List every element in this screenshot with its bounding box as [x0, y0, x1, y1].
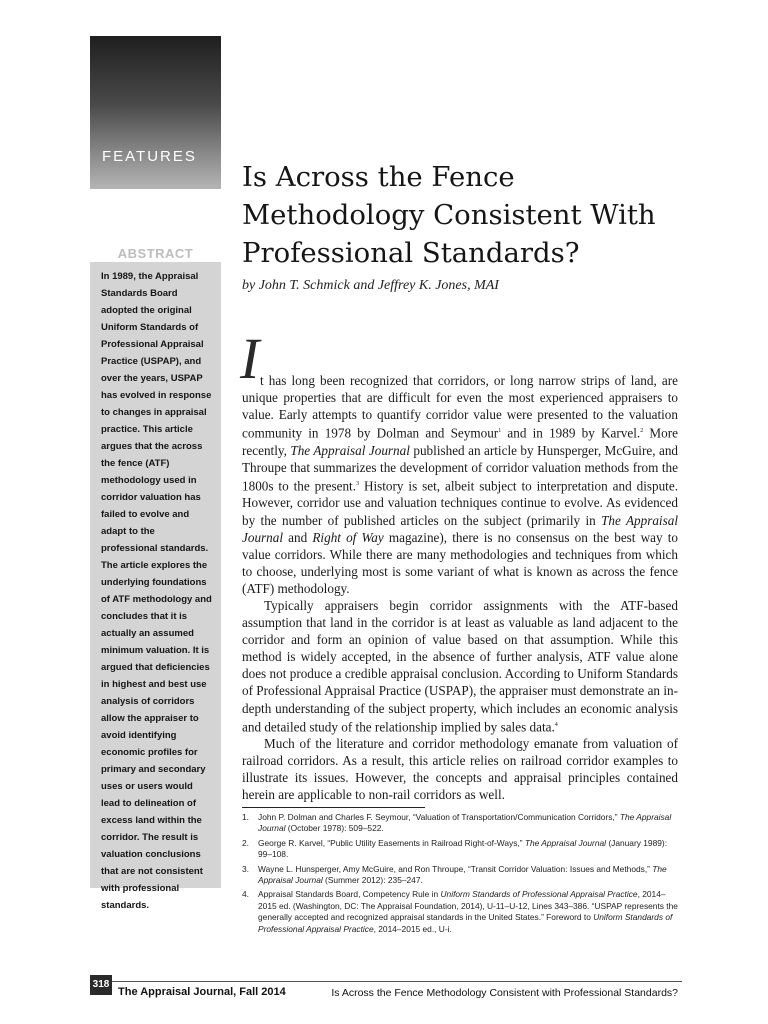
byline: by John T. Schmick and Jeffrey K. Jones, MAI — [242, 278, 499, 293]
footer-divider — [90, 981, 682, 982]
footnote-3: 3. Wayne L. Hunsperger, Amy McGuire, and Ron Throupe, “Transit Corridor Valuation: Issues and Methods,” The Appraisal Journal (Summer 2012): 235–247. — [242, 863, 667, 886]
paragraph-1: t has long been recognized that corridors, or long narrow strips of land, are unique properties that are difficult for even the most experienced appraisers to value. Early attempts to quantify corridor value were presented to the valuation community in 1978 by Dolman and Seymour$^1$ and in 1989 by Karvel.$^2$ More recently, The Appraisal Journal published an article by Hunsperger, McGuire, and Throupe that summarizes the development of corridor valuation methods from the 1800s to the present.$^3$ History is set, albeit subject to interpretation and dispute. However, corridor use and valuation techniques continue to evolve. As evidenced by the number of published articles on the subject (primarily in The Appraisal Journal and Right of Way magazine), there is no consensus on the best way to value corridors. While there are many methodologies and techniques from which to choose, underlying most is some variant of what is known as across the fence (ATF) methodology. — [242, 373, 679, 596]
running-title: Is Across the Fence Methodology Consistent with Professional Standards? — [331, 987, 678, 999]
footnote-divider — [242, 807, 425, 808]
footnote-ref: 4 — [554, 721, 558, 728]
abstract-heading: ABSTRACT — [117, 246, 194, 261]
article-title: Is Across the Fence Methodology Consistent With Professional Standards? — [242, 161, 656, 269]
footnote-ref: 3 — [356, 480, 360, 487]
section-label: FEATURES — [102, 148, 197, 165]
drop-cap: I — [240, 326, 260, 391]
journal-name: The Appraisal Journal, Fall 2014 — [118, 986, 286, 998]
footnote-4: 4. Appraisal Standards Board, Competency Rule in Uniform Standards of Professional Appraisal Practice, 2014–2015 ed. (Washington, DC: The Appraisal Foundation, 2014), U-11–U-12, Lines 343–386. “USPAP represents the generally accepted and recognized appraisal standards in the United States.” Foreword to Uniform Standards of Professional Appraisal Practice, 2014–2015 ed., U-i. — [242, 889, 678, 934]
paragraph-3: Much of the literature and corridor methodology emanate from valuation of railroad corridors. As a result, this article relies on railroad corridor examples to illustrate its issues. However, the concepts and appraisal principles contained herein are applicable to non-rail corridors as well. — [242, 736, 678, 803]
footnote-ref: 1 — [498, 428, 502, 435]
section-banner — [90, 36, 221, 189]
footnote-2: 2. George R. Karvel, “Public Utility Easements in Railroad Right-of-Ways,” The Appraisal Journal (January 1989): 99–108. — [242, 837, 668, 860]
page-number: 318 — [90, 975, 112, 995]
article-body — [242, 372, 678, 804]
footnotes — [242, 812, 678, 938]
footnote-1: 1. John P. Dolman and Charles F. Seymour, “Valuation of Transportation/Communication Corridors,” The Appraisal Journal (October 1978): 509–522. — [242, 812, 672, 834]
abstract-box — [90, 262, 221, 911]
footnote-ref: 2 — [640, 428, 644, 435]
paragraph-2: Typically appraisers begin corridor assignments with the ATF-based assumption that land in the corridor is at least as valuable as land adjacent to the corridor and form an opinion of value based on that assumption. While this method is widely accepted, in the absence of further analysis, ATF value alone does not produce a credible appraisal conclusion. According to Uniform Standards of Professional Appraisal Practice (USPAP), the appraiser must demonstrate an in-depth understanding of the subject property, which includes an economic analysis and detailed study of the relationship implied by sales data.$^4$ — [242, 598, 678, 735]
abstract-text: In 1989, the Appraisal Standards Board adopted the original Uniform Standards of Professional Appraisal Practice (USPAP), and over the years, USPAP has evolved in response to changes in appraisal practice. This article argues that the across the fence (ATF) methodology used in corridor valuation has failed to evolve and adapt to the professional standards. The article explores the underlying foundations of ATF methodology and concludes that it is actually an assumed minimum valuation. It is argued that deficiencies in highest and best use analysis of corridors allow the appraiser to avoid identifying economic profiles for primary and secondary uses or users would lead to delineation of excess land within the corridor. The result is valuation conclusions that are not consistent with professional standards. — [101, 271, 212, 911]
